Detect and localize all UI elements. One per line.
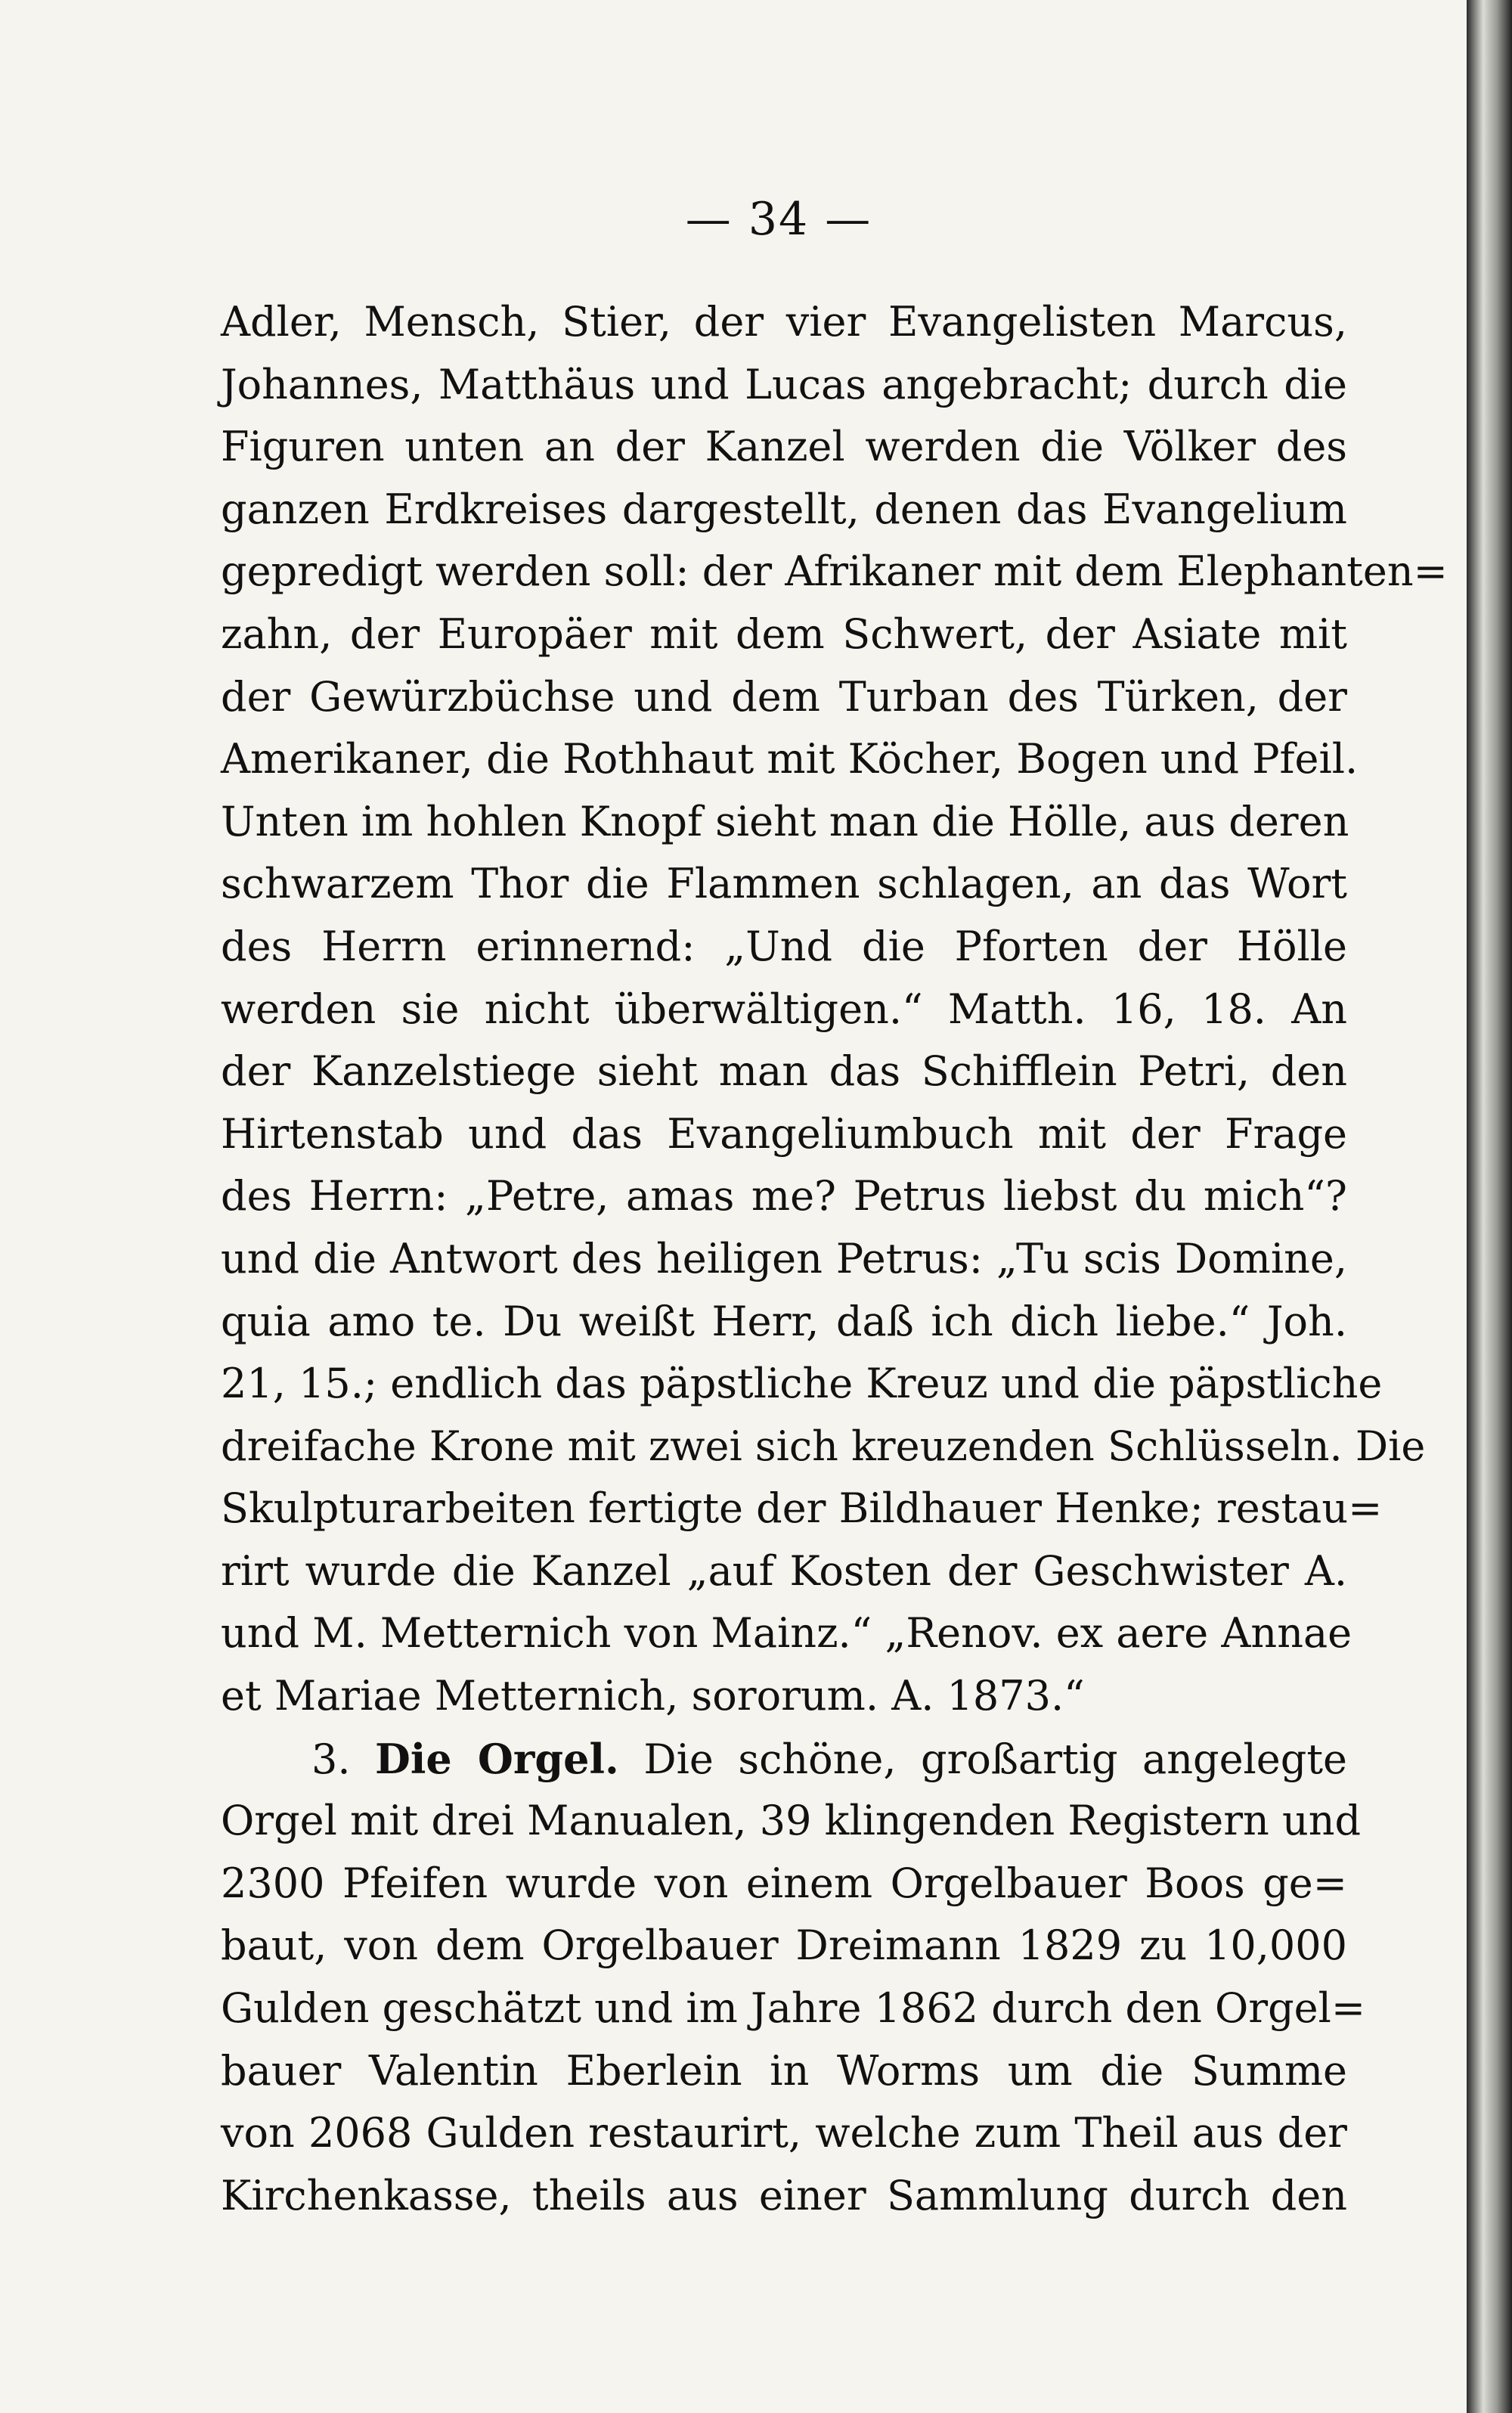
text-line: baut, von dem Orgelbauer Dreimann 1829 zu 10,000 [221,1921,1347,1970]
page-edge [1467,0,1512,2413]
text-line: Figuren unten an der Kanzel werden die Völker des [221,423,1347,471]
text-line: rirt wurde die Kanzel „auf Kosten der Geschwister A. [221,1546,1347,1595]
text-line: ganzen Erdkreises dargestellt, denen das Evangelium [221,485,1347,533]
text-line: des Herrn: „Petre, amas me? Petrus liebst du mich“? [221,1172,1347,1220]
text-line: et Mariae Metternich, sororum. A. 1873.“ [221,1672,1085,1720]
text-line: Unten im hohlen Knopf sieht man die Hölle, aus deren [221,797,1349,845]
section-number: 3. [311,1735,351,1783]
text-line: Kirchenkasse, theils aus einer Sammlung durch den [221,2171,1347,2219]
section-heading-rest: Die schöne, großartig angelegte [643,1735,1347,1783]
text-line: Orgel mit drei Manualen, 39 klingenden Registern und [221,1797,1362,1845]
body-text [221,291,1448,2227]
text-line: quia amo te. Du weißt Herr, daß ich dich liebe.“ Joh. [221,1297,1347,1345]
text-line: gepredigt werden soll: der Afrikaner mit dem Elephanten= [221,547,1448,596]
text-line: zahn, der Europäer mit dem Schwert, der Asiate mit [221,609,1347,658]
text-line: 2300 Pfeifen wurde von einem Orgelbauer Boos ge= [221,1859,1347,1907]
section-heading-line [221,1728,1347,1791]
text-line: Gulden geschätzt und im Jahre 1862 durch den Orgel= [221,1984,1366,2033]
text-line: Johannes, Matthäus und Lucas angebracht; durch die [221,360,1347,408]
text-line: der Gewürzbüchse und dem Turban des Türken, der [221,672,1347,721]
text-line: Skulpturarbeiten fertigte der Bildhauer Henke; restau= [221,1484,1383,1533]
text-line: der Kanzelstiege sieht man das Schifflein Petri, den [221,1047,1347,1096]
text-line: und M. Metternich von Mainz.“ „Renov. ex aere Annae [221,1609,1352,1658]
text-line: und die Antwort des heiligen Petrus: „Tu scis Domine, [221,1234,1347,1282]
text-line: 21, 15.; endlich das päpstliche Kreuz und die päpstliche [221,1360,1383,1408]
text-line: bauer Valentin Eberlein in Worms um die Summe [221,2046,1347,2095]
text-line: des Herrn erinnernd: „Und die Pforten der Hölle [221,922,1347,970]
text-line: Amerikaner, die Rothhaut mit Köcher, Bogen und Pfeil. [221,735,1359,783]
page-number: — 34 — [685,193,872,246]
text-line: werden sie nicht überwältigen.“ Matth. 16, 18. An [221,985,1347,1033]
text-line: von 2068 Gulden restaurirt, welche zum Theil aus der [221,2109,1347,2157]
section-heading: Die Orgel. [375,1734,619,1783]
text-line: Adler, Mensch, Stier, der vier Evangelisten Marcus, [221,298,1347,346]
text-line: dreifache Krone mit zwei sich kreuzenden Schlüsseln. Die [221,1422,1426,1470]
text-line: Hirtenstab und das Evangeliumbuch mit der Frage [221,1109,1347,1158]
text-line: schwarzem Thor die Flammen schlagen, an das Wort [221,860,1347,908]
